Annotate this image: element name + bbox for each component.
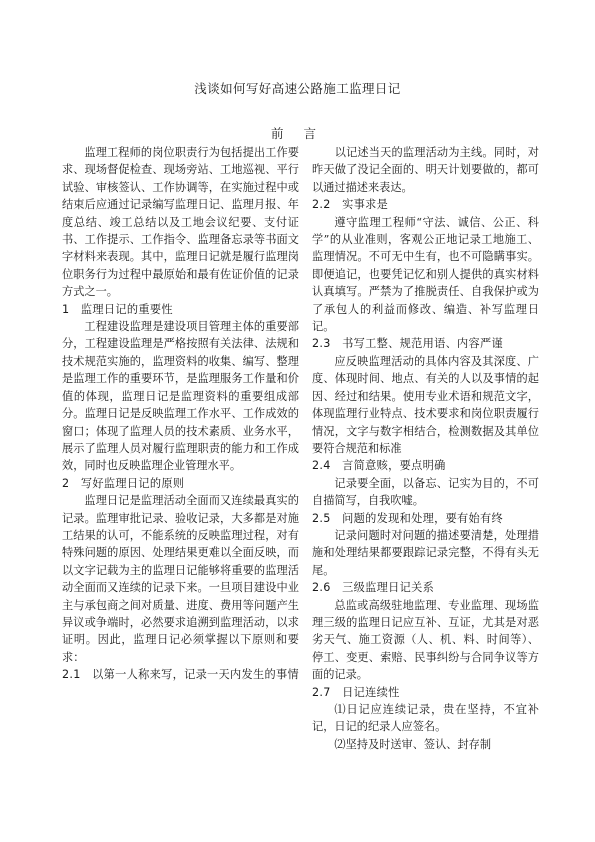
section-heading: 2.3 书写工整、规范用语、内容严谨: [312, 337, 504, 351]
preface-heading: 前 言: [271, 126, 324, 141]
paragraph: 监理工程师的岗位职责行为包括提出工作要求、现场督促检查、现场旁站、工地巡视、平行试验、审核签认、工作协调等，在实施过程中或结束后应通过记录编写监理日记、监理月报、年度总结、竣工总结以及工地会议纪要、支付证书、工作提示、工作指令、监理备忘录等书面文字材料来表现。其中，监理日记就是履行监理岗位职务行为过程中最原始和最有佐证价值的记录方式之一。: [62, 146, 299, 299]
section-heading: 2.7 日记连续性: [312, 685, 400, 699]
paragraph: ⑵坚持及时送审、签认、封存制: [334, 737, 492, 751]
paragraph: 记录问题时对问题的描述要清楚，处理措施和处理结果都要跟踪记录完整，不得有头无尾。: [312, 528, 539, 577]
section-heading: 2.5 问题的发现和处理，要有始有终: [312, 511, 504, 525]
paragraph-continued: 以记述当天的监理活动为主线。同时，对昨天做了没记全面的、明天计划要做的，都可以通过描述来表达。: [312, 146, 539, 194]
right-column: [312, 144, 539, 753]
paragraph: 总监或高级驻地监理、专业监理、现场监理三级的监理日记应互补、互证，尤其是对恶劣天气、施工资源（人、机、料、时间等）、停工、变更、索赔、民事纠纷与合同争议等方面的记录。: [312, 598, 539, 682]
paragraph: ⑴日记应连续记录，贵在坚持，不宜补记，日记的纪录人应签名。: [312, 703, 539, 734]
section-heading: 2 写好监理日记的原则: [62, 476, 185, 490]
paragraph: 监理日记是监理活动全面而又连续最真实的记录。监理审批记录、验收记录，大多都是对施工结果的认可，不能系统的反映监理过程，对有特殊问题的原因、处理结果更难以全面反映，而以文字记载为主的监理日记能够将重要的监理活动全面而又连续的记录下来。一旦项目建设中业主与承包商之间对质量、进度、费用等问题产生异议或争端时，必然要求追溯到监理活动，以求证明。因此，监理日记必须掌握以下原则和要求：: [62, 494, 299, 664]
section-heading: 1 监理日记的重要性: [62, 302, 173, 316]
paragraph: 记录要全面，以备忘、记实为目的，不可自描简写，自我吹嘘。: [312, 476, 539, 508]
left-column: [62, 144, 299, 684]
paragraph: 工程建设监理是建设项目管理主体的重要部分，工程建设监理是严格按照有关法律、法规和技术规范实施的，监理资料的收集、编写、整理是监理工作的重要环节，是监理服务工作量和价值的体现，监理日记是监理资料的重要组成部分。监理日记是反映监理工作水平、工作成效的窗口；体现了监理人员的技术素质、业务水平，展示了监理人员对履行监理职责的能力和工作成效，同时也反映监理企业管理水平。: [62, 320, 299, 473]
document-title: 浅谈如何写好高速公路施工监理日记: [194, 81, 401, 96]
paragraph: 遵守监理工程师“守法、诚信、公正、科学”的从业准则，客观公正地记录工地施工、监理情况。不可无中生有，也不可隐瞒事实。即便追记，也要凭记忆和别人提供的真实材料认真填写。严禁为了推脱责任、自我保护或为了承包人的利益而修改、编造、补写监理日记。: [312, 215, 539, 334]
section-heading: 2.4 言简意赅，要点明确: [312, 459, 446, 473]
section-heading: 2.6 三级监理日记关系: [312, 581, 435, 595]
section-heading: 2.1 以第一人称来写，记录一天内发生的事情: [62, 668, 299, 682]
paragraph: 应反映监理活动的具体内容及其深度、广度、体现时间、地点、有关的人以及事情的起因、经过和结果。使用专业术语和规范文字，体现监理行业特点、技术要求和岗位职责履行情况，文字与数字相结合，检测数据及其单位要符合规范和标准: [312, 354, 539, 455]
section-heading: 2.2 实事求是: [312, 198, 389, 212]
